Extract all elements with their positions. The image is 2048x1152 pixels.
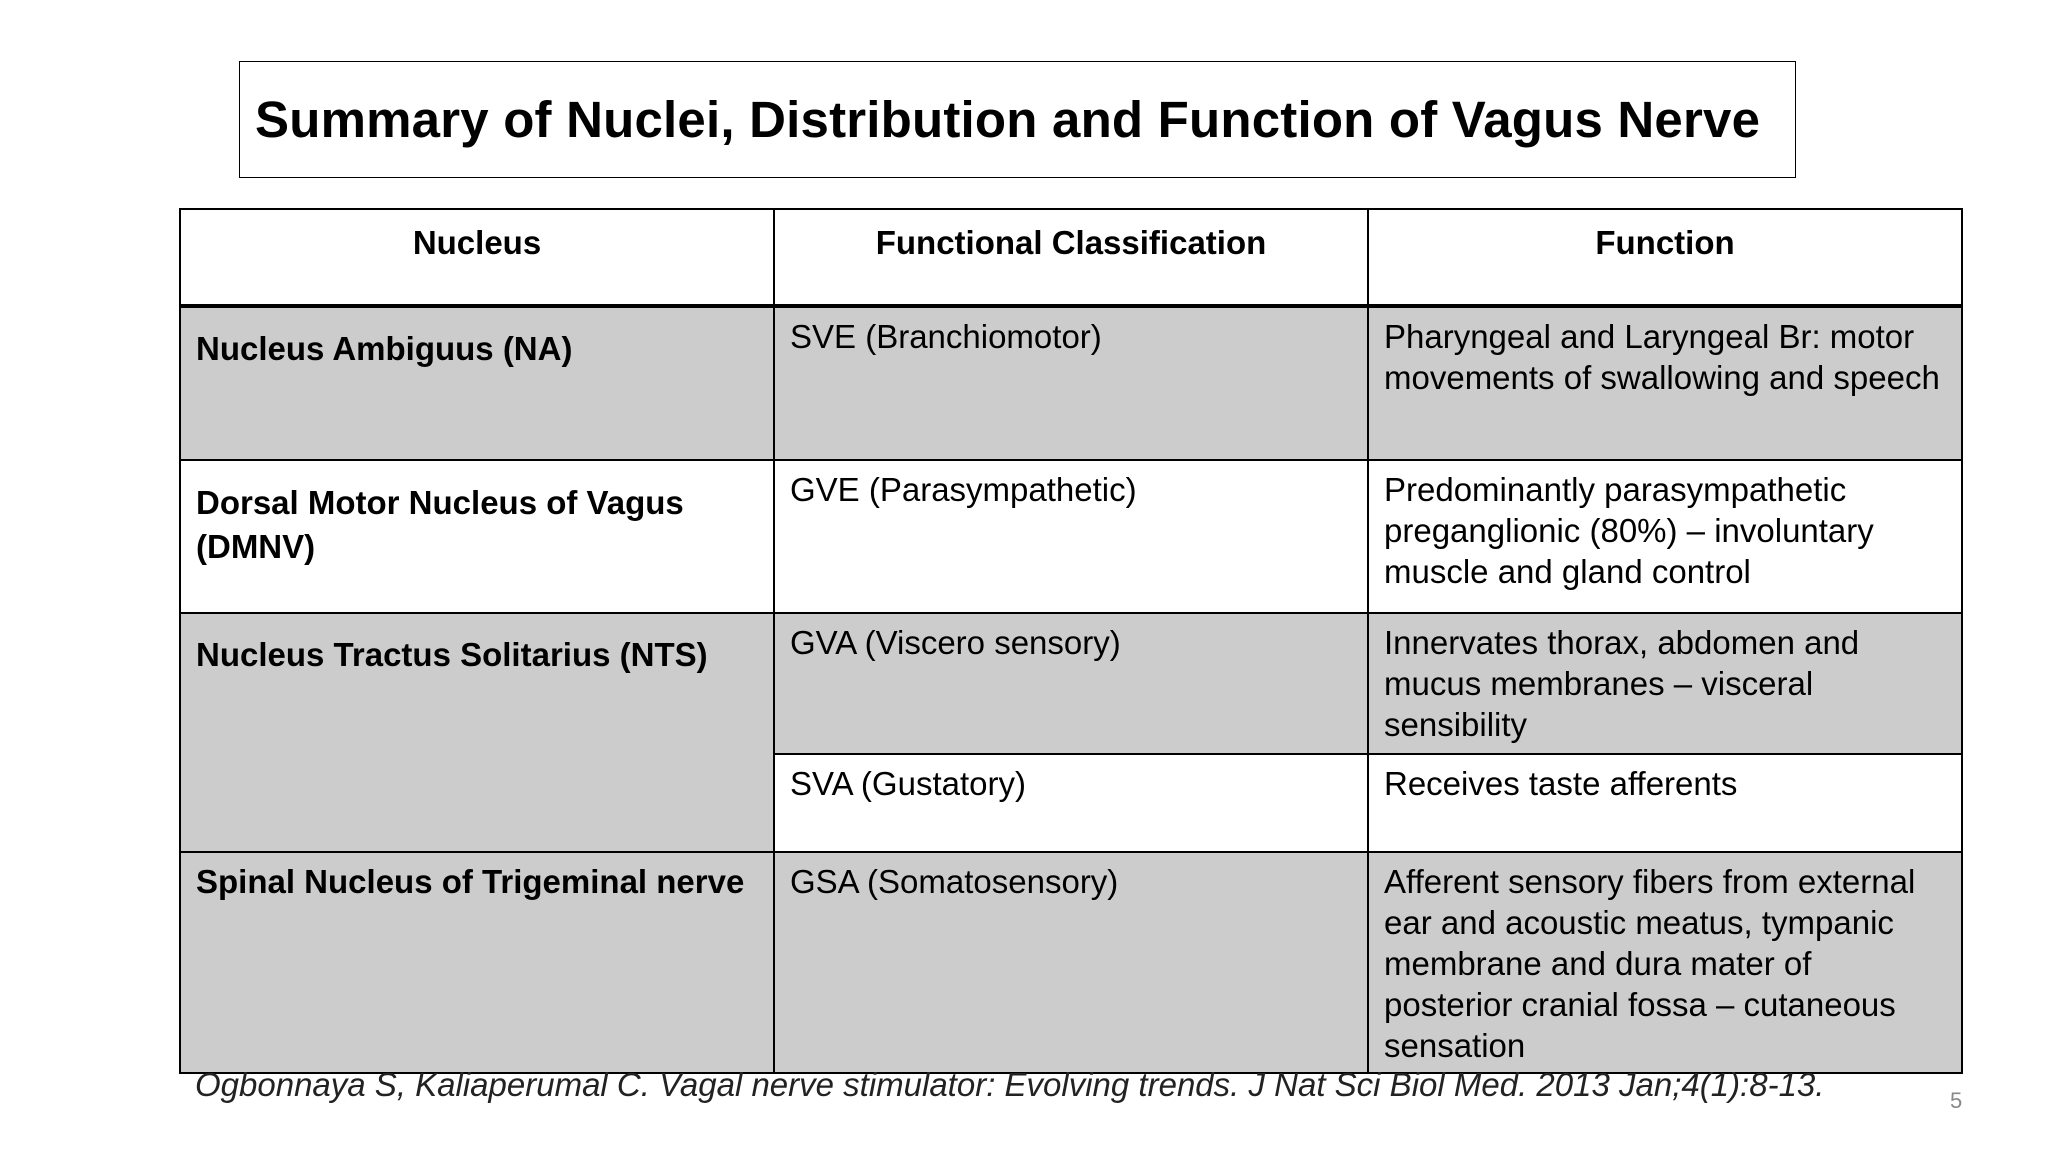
cell-nucleus: Nucleus Tractus Solitarius (NTS) [180,613,774,852]
cell-classification: SVE (Branchiomotor) [774,306,1368,460]
cell-function: Pharyngeal and Laryngeal Br: motor movements of swallowing and speech [1368,306,1962,460]
header-functional-classification: Functional Classification [774,209,1368,306]
cell-function: Predominantly parasympathetic preganglionic (80%) – involuntary muscle and gland control [1368,460,1962,613]
table-header-row [180,209,1962,306]
cell-classification: GVA (Viscero sensory) [774,613,1368,754]
vagus-nuclei-table [179,208,1963,1074]
table-row [180,613,1962,754]
cell-function: Receives taste afferents [1368,754,1962,852]
table-row [180,460,1962,613]
cell-nucleus: Nucleus Ambiguus (NA) [180,306,774,460]
cell-classification: GSA (Somatosensory) [774,852,1368,1073]
table-row [180,306,1962,460]
table-row [180,852,1962,1073]
slide-title: Summary of Nuclei, Distribution and Function of Vagus Nerve [255,91,1761,148]
cell-function: Afferent sensory fibers from external ear and acoustic meatus, tympanic membrane and dura mater of posterior cranial fossa – cutaneous sensation [1368,852,1962,1073]
citation-text: Ogbonnaya S, Kaliaperumal C. Vagal nerve stimulator: Evolving trends. J Nat Sci Biol Med. 2013 Jan;4(1):8-13. [195,1066,1825,1103]
cell-nucleus: Spinal Nucleus of Trigeminal nerve [180,852,774,1073]
header-nucleus: Nucleus [180,209,774,306]
header-function: Function [1368,209,1962,306]
slide-title-box [239,61,1796,178]
cell-function: Innervates thorax, abdomen and mucus membranes – visceral sensibility [1368,613,1962,754]
page-number: 5 [1950,1088,1963,1113]
cell-classification: GVE (Parasympathetic) [774,460,1368,613]
cell-nucleus: Dorsal Motor Nucleus of Vagus (DMNV) [180,460,774,613]
cell-classification: SVA (Gustatory) [774,754,1368,852]
